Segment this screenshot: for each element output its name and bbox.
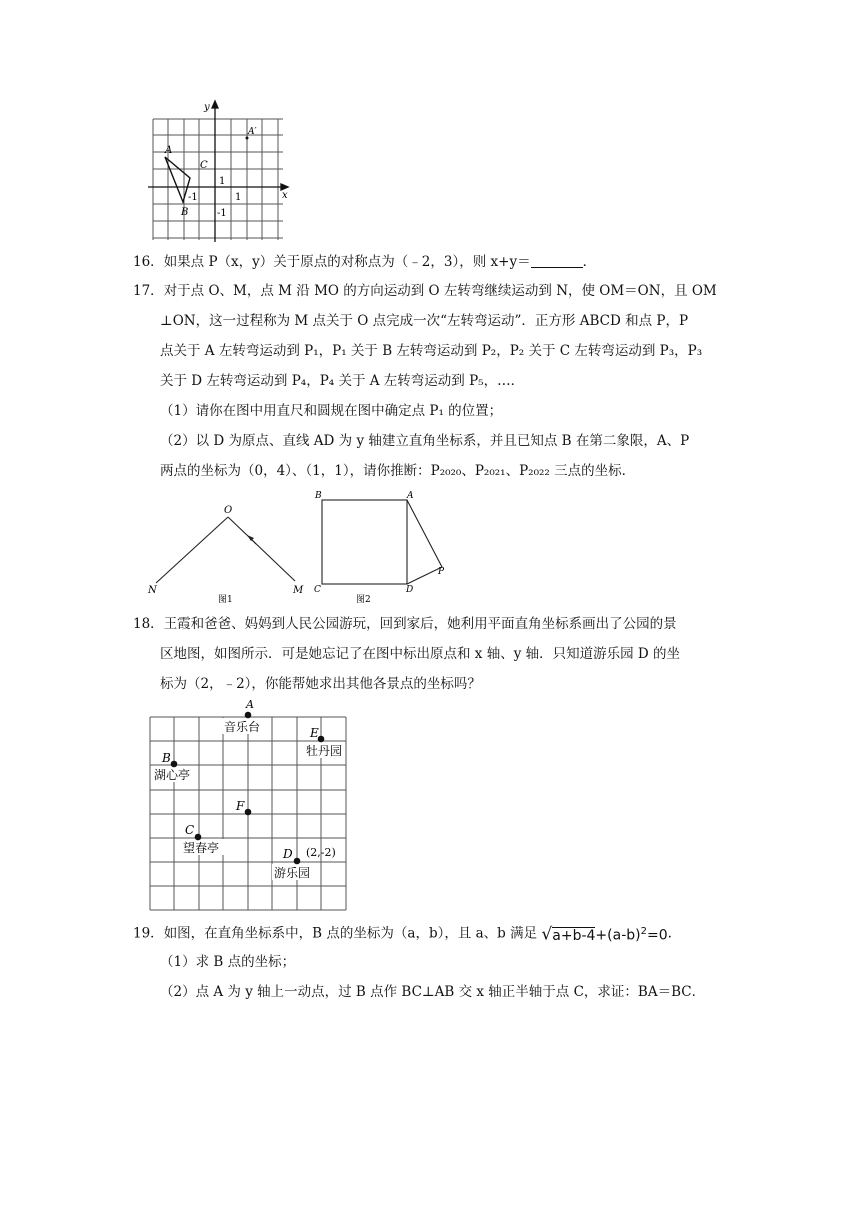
fig2-point-a: A	[407, 491, 414, 501]
q17-sub-2-line-2: 两点的坐标为（0，4）、（1，1），请你推断：P₂₀₂₀、P₂₀₂₁、P₂₀₂₂ 三点的坐标．	[160, 463, 636, 479]
fig1-point-n: N	[148, 585, 157, 596]
q16-tail: ．	[582, 254, 597, 270]
map-point-a: A	[246, 698, 254, 711]
fig2-caption: 图2	[356, 595, 371, 605]
place-lake-pavilion: 湖心亭	[154, 768, 191, 782]
tick-label-yneg1: -1	[217, 208, 227, 219]
question-16	[133, 252, 596, 272]
tick-label-x1: 1	[235, 192, 242, 203]
fig1-point-o: O	[224, 505, 233, 516]
q19-sub-2: （2）点 A 为 y 轴上一动点，过 B 点作 BC⊥AB 交 x 轴正半轴于点 C，求证：BA＝BC．	[160, 984, 706, 1000]
q19-formula: $√a+b-4+(a-b)^2=0$	[541, 924, 668, 945]
formula-radicand: a+b-4	[552, 927, 596, 944]
q19-number: 19．	[133, 925, 164, 942]
q18-line-3: 标为（2，﹣2），你能帮她求出其他各景点的坐标吗？	[160, 676, 481, 692]
point-b-label: B	[181, 207, 189, 218]
q18-line-2: 区地图，如图所示．可是她忘记了在图中标出原点和 x 轴、y 轴．只知道游乐园 D 的坐	[160, 646, 681, 662]
q16-number: 16．	[133, 254, 164, 270]
y-axis-label: y	[204, 102, 210, 113]
place-music-stage: 音乐台	[224, 720, 261, 734]
q16-answer-blank	[531, 253, 583, 268]
map-point-e: E	[310, 726, 319, 740]
formula-equals: =0	[646, 927, 668, 944]
q17-number: 17．	[133, 283, 164, 299]
map-point-c: C	[185, 823, 195, 837]
q17-line-1	[133, 281, 717, 301]
map-point-b: B	[162, 751, 171, 765]
fig2-point-p: P	[438, 567, 445, 577]
fig2-point-c: C	[314, 585, 321, 595]
map-point-f: F	[236, 799, 245, 813]
q17-text-1: 对于点 O、M，点 M 沿 MO 的方向运动到 O 左转弯继续运动到 N，使 OM＝ON，且 OM	[163, 283, 717, 299]
place-amusement-park: 游乐园	[274, 866, 311, 880]
q18-number: 18．	[133, 616, 164, 632]
tick-label-y1: 1	[219, 176, 226, 187]
q17-line-3: 点关于 A 左转弯运动到 P₁，P₁ 关于 B 左转弯运动到 P₂，P₂ 关于 C 左转弯运动到 P₃，P₃	[160, 343, 703, 359]
fig1-caption: 图1	[218, 595, 233, 605]
place-peony-garden: 牡丹园	[306, 744, 343, 758]
point-a-label: A	[165, 145, 173, 156]
park-map-figure	[140, 698, 360, 916]
q17-line-4: 关于 D 左转弯运动到 P₄，P₄ 关于 A 左转弯运动到 P₅，…．	[160, 373, 525, 389]
point-a-prime-label: A′	[248, 127, 257, 137]
q18-text-1: 王霞和爸爸、妈妈到人民公园游玩，回到家后，她利用平面直角坐标系画出了公园的景	[163, 616, 677, 632]
q18-line-1	[133, 614, 677, 634]
fig1-point-m: M	[293, 585, 304, 596]
q19-tail: .	[667, 925, 672, 942]
q17-sub-1: （1）请你在图中用直尺和圆规在图中确定点 P₁ 的位置；	[160, 403, 503, 419]
fig2-point-b: B	[315, 491, 322, 501]
formula-square-term: +(a-b)	[595, 927, 641, 944]
q19-text: 如图，在直角坐标系中，B 点的坐标为（a，b），且 a、b 满足	[163, 925, 538, 942]
map-point-d: D	[283, 847, 293, 861]
q16-text: 如果点 P（x，y）关于原点的对称点为（﹣2，3），则 x+y＝	[163, 254, 531, 270]
place-spring-pavilion: 望春亭	[183, 841, 220, 855]
fig2-point-d: D	[406, 585, 414, 595]
tick-label-xneg1: -1	[188, 192, 198, 203]
q17-line-2: ⊥ON，这一过程称为 M 点关于 O 点完成一次“左转弯运动”．正方形 ABCD 和点 P，P	[160, 313, 689, 329]
coord-label-d: (2,-2)	[306, 846, 336, 859]
point-c-label: C	[200, 160, 208, 171]
q19-line-1	[133, 922, 672, 946]
q19-sub-1: （1）求 B 点的坐标；	[160, 954, 296, 970]
x-axis-label: x	[282, 190, 288, 201]
formula-exponent: 2	[640, 926, 647, 937]
q17-figures	[140, 488, 460, 606]
q17-sub-2-line-1: （2）以 D 为原点、直线 AD 为 y 轴建立直角坐标系，并且已知点 B 在第二象限，A、P	[160, 433, 690, 449]
q15-grid-figure	[140, 98, 295, 244]
